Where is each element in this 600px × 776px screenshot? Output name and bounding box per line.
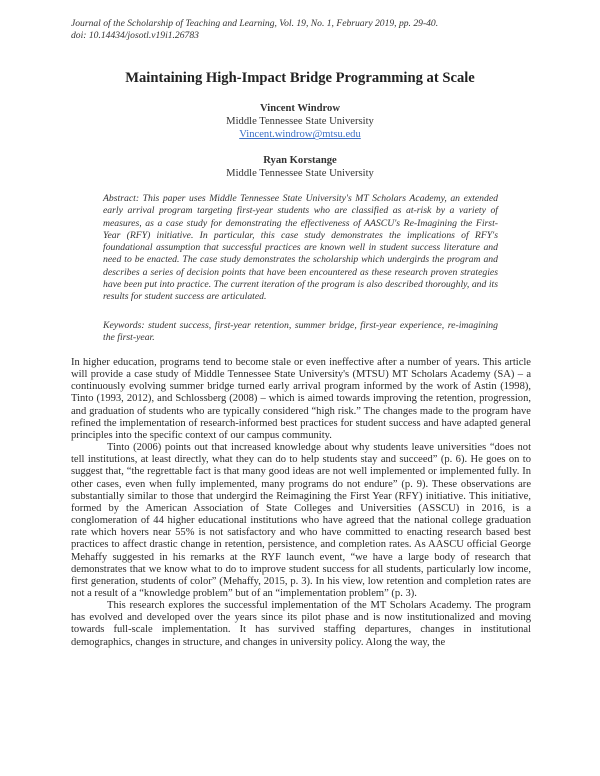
body-text: [71, 357, 531, 649]
paper-title: Maintaining High-Impact Bridge Programming at Scale: [125, 70, 475, 86]
journal-header: [71, 18, 551, 42]
author-affiliation: Middle Tennessee State University: [226, 168, 374, 180]
abstract: Abstract: This paper uses Middle Tennessee State University's MT Scholars Academy, an extended early arrival program targeting first-year students who are classified as at-risk by a variety of measures, as a case study for demonstrating the effectiveness of AASCU's Re-Imagining the First-Year (RFY) initiative. In particular, this case study demonstrates the implications of RFY's foundational assumption that successful practices are known well in student success literature and need to be enacted. The case study demonstrates the scholarship which undergirds the program and describes a series of decision points that have been encountered as these research proven strategies have been put into practice. The current iteration of the program is also described thoroughly, and its results for student success are articulated.: [103, 193, 498, 303]
body-paragraph: Tinto (2006) points out that increased knowledge about why students leave universities “does not tell institutions, at least directly, what they can do to help students stay and succeed” (p. 6). He goes on to suggest that, “the regrettable fact is that many good ideas are not well implemented or implemented fully. In other cases, even when fully implemented, many programs do not endure” (p. 9). These observations are substantially similar to those that undergird the Reimagining the First Year (RFY) initiative. This initiative, formed by the American Association of State Colleges and Universities (ASSCU) in 2016, is a conglomeration of 44 higher educational institutions who have agreed that the national college graduation rate which hovers near 55% is not satisfactory and who have committed to enacting research based best practices to affect drastic change in retention, persistence, and completion rates. As AASCU official George Mehaffy suggested in his remarks at the RYF launch event, “we have a large body of research that demonstrates that we know what to do to improve student success for all students, particularly low income, first generation, students of color” (Mehaffy, 2015, p. 3). In his view, low retention and completion rates are not a result of a “knowledge problem” but of an “implementation problem” (p. 3).: [71, 442, 531, 599]
journal-doi: doi: 10.14434/josotl.v19i1.26783: [71, 30, 199, 41]
body-paragraph: In higher education, programs tend to become stale or even ineffective after a number of years. This article will provide a case study of Middle Tennessee State University's (MTSU) MT Scholars Academy (SA) – a continuously evolving summer bridge turned early arrival program informed by the work of Astin (1998), Tinto (1993, 2012), and Schlossberg (2008) – which is aimed towards improving the retention, progression, and graduation of students who are typically considered “high risk.” The changes made to the program have refined the implementation of research-informed best practices for student success and have adapted general principles into the specific context of our campus community.: [71, 357, 531, 441]
keywords: Keywords: student success, first-year retention, summer bridge, first-year experience, re-imagining the first-year.: [103, 320, 498, 344]
journal-citation: Journal of the Scholarship of Teaching and Learning, Vol. 19, No. 1, February 2019, pp. 29-40.: [71, 18, 439, 29]
body-paragraph: This research explores the successful implementation of the MT Scholars Academy. The program has evolved and developed over the years since its pilot phase and is now institutionalized and moving towards full-scale implementation. It has survived staffing departures, changes in institutional demographics, changes in structure, and changes in university policy. Along the way, the: [71, 600, 531, 648]
author-email-link[interactable]: Vincent.windrow@mtsu.edu: [239, 129, 361, 141]
author-name: Vincent Windrow: [260, 103, 340, 114]
author-block-2: [0, 154, 600, 180]
author-name: Ryan Korstange: [263, 155, 337, 166]
author-affiliation: Middle Tennessee State University: [226, 116, 374, 128]
author-block-1: [0, 102, 600, 142]
